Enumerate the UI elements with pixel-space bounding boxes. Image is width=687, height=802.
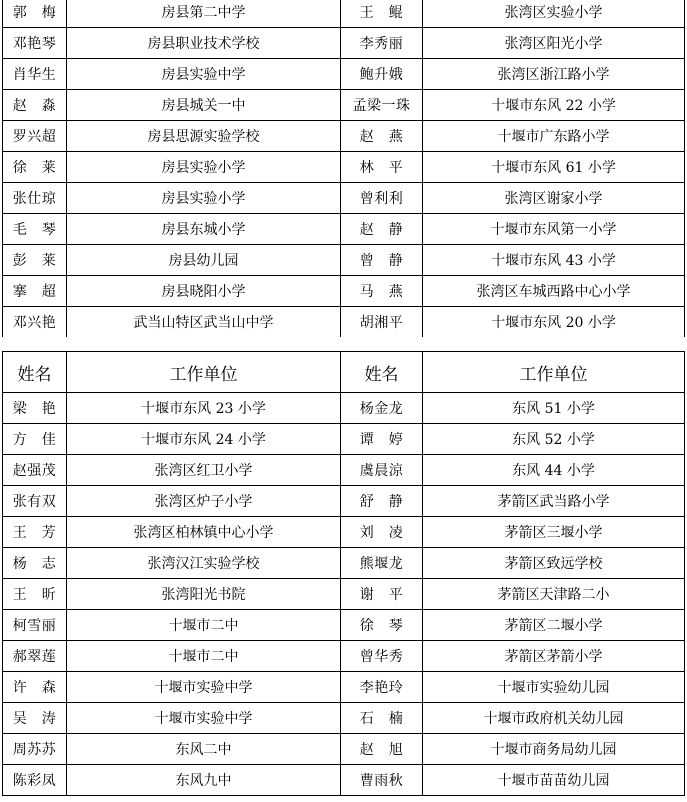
unit-cell: 张湾区实验小学 bbox=[423, 0, 685, 28]
unit-cell: 东风 51 小学 bbox=[423, 393, 685, 424]
name-cell: 周苏苏 bbox=[3, 734, 67, 765]
unit-cell: 十堰市东风 23 小学 bbox=[67, 393, 341, 424]
name-cell: 谭 婷 bbox=[341, 424, 423, 455]
name-cell: 杨 志 bbox=[3, 548, 67, 579]
unit-cell: 十堰市广东路小学 bbox=[423, 121, 685, 152]
table-row bbox=[3, 28, 685, 59]
name-cell: 赵 燕 bbox=[341, 121, 423, 152]
unit-cell: 张湾汉江实验学校 bbox=[67, 548, 341, 579]
unit-cell: 张湾区浙江路小学 bbox=[423, 59, 685, 90]
table-row bbox=[3, 0, 685, 28]
name-cell: 赵强茂 bbox=[3, 455, 67, 486]
unit-cell: 十堰市东风 61 小学 bbox=[423, 152, 685, 183]
header-unit-1: 工作单位 bbox=[67, 352, 341, 393]
unit-cell: 东风 52 小学 bbox=[423, 424, 685, 455]
unit-cell: 房县晓阳小学 bbox=[67, 276, 341, 307]
name-cell: 肖华生 bbox=[3, 59, 67, 90]
name-cell: 邓艳琴 bbox=[3, 28, 67, 59]
unit-cell: 武当山特区武当山中学 bbox=[67, 307, 341, 338]
unit-cell: 房县实验中学 bbox=[67, 59, 341, 90]
table-row bbox=[3, 59, 685, 90]
table-row bbox=[3, 734, 685, 765]
name-cell: 徐 莱 bbox=[3, 152, 67, 183]
name-cell: 徐 琴 bbox=[341, 610, 423, 641]
name-cell: 林 平 bbox=[341, 152, 423, 183]
name-cell: 刘 凌 bbox=[341, 517, 423, 548]
name-cell: 王 芳 bbox=[3, 517, 67, 548]
table-row bbox=[3, 672, 685, 703]
unit-cell: 东风 44 小学 bbox=[423, 455, 685, 486]
name-cell: 曾 静 bbox=[341, 245, 423, 276]
table-row bbox=[3, 214, 685, 245]
name-cell: 王 鲲 bbox=[341, 0, 423, 28]
name-cell: 李艳玲 bbox=[341, 672, 423, 703]
name-cell: 毛 琴 bbox=[3, 214, 67, 245]
unit-cell: 东风九中 bbox=[67, 765, 341, 796]
name-cell: 许 森 bbox=[3, 672, 67, 703]
name-cell: 郝翠莲 bbox=[3, 641, 67, 672]
name-cell: 熊堰龙 bbox=[341, 548, 423, 579]
name-cell: 郭 梅 bbox=[3, 0, 67, 28]
unit-cell: 茅箭区武当路小学 bbox=[423, 486, 685, 517]
unit-cell: 张湾区车城西路中心小学 bbox=[423, 276, 685, 307]
name-cell: 张有双 bbox=[3, 486, 67, 517]
name-cell: 曾华秀 bbox=[341, 641, 423, 672]
unit-cell: 茅箭区茅箭小学 bbox=[423, 641, 685, 672]
unit-cell: 十堰市二中 bbox=[67, 610, 341, 641]
unit-cell: 茅箭区二堰小学 bbox=[423, 610, 685, 641]
unit-cell: 房县幼儿园 bbox=[67, 245, 341, 276]
unit-cell: 十堰市商务局幼儿园 bbox=[423, 734, 685, 765]
unit-cell: 十堰市实验中学 bbox=[67, 703, 341, 734]
name-cell: 邓兴艳 bbox=[3, 307, 67, 338]
unit-cell: 十堰市实验中学 bbox=[67, 672, 341, 703]
table-row bbox=[3, 486, 685, 517]
table-row bbox=[3, 307, 685, 338]
name-cell: 梁 艳 bbox=[3, 393, 67, 424]
unit-cell: 张湾区炉子小学 bbox=[67, 486, 341, 517]
name-cell: 张仕琼 bbox=[3, 183, 67, 214]
unit-cell: 张湾区阳光小学 bbox=[423, 28, 685, 59]
unit-cell: 十堰市苗苗幼儿园 bbox=[423, 765, 685, 796]
name-cell: 吴 涛 bbox=[3, 703, 67, 734]
name-cell: 谢 平 bbox=[341, 579, 423, 610]
unit-cell: 十堰市东风第一小学 bbox=[423, 214, 685, 245]
unit-cell: 东风二中 bbox=[67, 734, 341, 765]
table-row bbox=[3, 703, 685, 734]
header-unit-2: 工作单位 bbox=[423, 352, 685, 393]
unit-cell: 十堰市东风 24 小学 bbox=[67, 424, 341, 455]
unit-cell: 房县东城小学 bbox=[67, 214, 341, 245]
name-cell: 王 昕 bbox=[3, 579, 67, 610]
unit-cell: 房县实验小学 bbox=[67, 152, 341, 183]
unit-cell: 房县第二中学 bbox=[67, 0, 341, 28]
table-row bbox=[3, 765, 685, 796]
table-row bbox=[3, 90, 685, 121]
name-cell: 杨金龙 bbox=[341, 393, 423, 424]
name-cell: 石 楠 bbox=[341, 703, 423, 734]
name-cell: 虞晨涼 bbox=[341, 455, 423, 486]
unit-cell: 茅箭区致远学校 bbox=[423, 548, 685, 579]
table-row bbox=[3, 579, 685, 610]
name-cell: 马 燕 bbox=[341, 276, 423, 307]
header-name-1: 姓名 bbox=[3, 352, 67, 393]
name-cell: 鲍升娥 bbox=[341, 59, 423, 90]
unit-cell: 张湾阳光书院 bbox=[67, 579, 341, 610]
unit-cell: 十堰市二中 bbox=[67, 641, 341, 672]
table-gap bbox=[0, 337, 687, 351]
unit-cell: 十堰市政府机关幼儿园 bbox=[423, 703, 685, 734]
name-cell: 罗兴超 bbox=[3, 121, 67, 152]
unit-cell: 茅箭区三堰小学 bbox=[423, 517, 685, 548]
name-cell: 李秀丽 bbox=[341, 28, 423, 59]
unit-cell: 十堰市实验幼儿园 bbox=[423, 672, 685, 703]
teacher-table-bottom bbox=[2, 351, 685, 796]
teacher-table-bottom-body bbox=[3, 393, 685, 796]
unit-cell: 十堰市东风 20 小学 bbox=[423, 307, 685, 338]
table-row bbox=[3, 245, 685, 276]
unit-cell: 茅箭区天津路二小 bbox=[423, 579, 685, 610]
header-name-2: 姓名 bbox=[341, 352, 423, 393]
unit-cell: 房县职业技术学校 bbox=[67, 28, 341, 59]
unit-cell: 房县实验小学 bbox=[67, 183, 341, 214]
name-cell: 曾利利 bbox=[341, 183, 423, 214]
name-cell: 曹雨秋 bbox=[341, 765, 423, 796]
unit-cell: 十堰市东风 43 小学 bbox=[423, 245, 685, 276]
name-cell: 胡湘平 bbox=[341, 307, 423, 338]
teacher-table-top-body bbox=[3, 0, 685, 338]
name-cell: 搴 超 bbox=[3, 276, 67, 307]
table-row bbox=[3, 548, 685, 579]
table-row bbox=[3, 152, 685, 183]
table-row bbox=[3, 517, 685, 548]
table-header-row bbox=[3, 352, 685, 393]
unit-cell: 房县思源实验学校 bbox=[67, 121, 341, 152]
name-cell: 陈彩凤 bbox=[3, 765, 67, 796]
name-cell: 赵 旭 bbox=[341, 734, 423, 765]
unit-cell: 张湾区谢家小学 bbox=[423, 183, 685, 214]
table-row bbox=[3, 641, 685, 672]
name-cell: 赵 淼 bbox=[3, 90, 67, 121]
table-row bbox=[3, 183, 685, 214]
name-cell: 舒 静 bbox=[341, 486, 423, 517]
unit-cell: 十堰市东风 22 小学 bbox=[423, 90, 685, 121]
table-row bbox=[3, 455, 685, 486]
table-row bbox=[3, 276, 685, 307]
name-cell: 方 佳 bbox=[3, 424, 67, 455]
table-row bbox=[3, 424, 685, 455]
name-cell: 孟梁一珠 bbox=[341, 90, 423, 121]
name-cell: 彭 莱 bbox=[3, 245, 67, 276]
unit-cell: 张湾区柏林镇中心小学 bbox=[67, 517, 341, 548]
name-cell: 赵 静 bbox=[341, 214, 423, 245]
teacher-table-top bbox=[2, 0, 685, 338]
table-row bbox=[3, 610, 685, 641]
unit-cell: 张湾区红卫小学 bbox=[67, 455, 341, 486]
table-row bbox=[3, 121, 685, 152]
table-row bbox=[3, 393, 685, 424]
name-cell: 柯雪丽 bbox=[3, 610, 67, 641]
unit-cell: 房县城关一中 bbox=[67, 90, 341, 121]
